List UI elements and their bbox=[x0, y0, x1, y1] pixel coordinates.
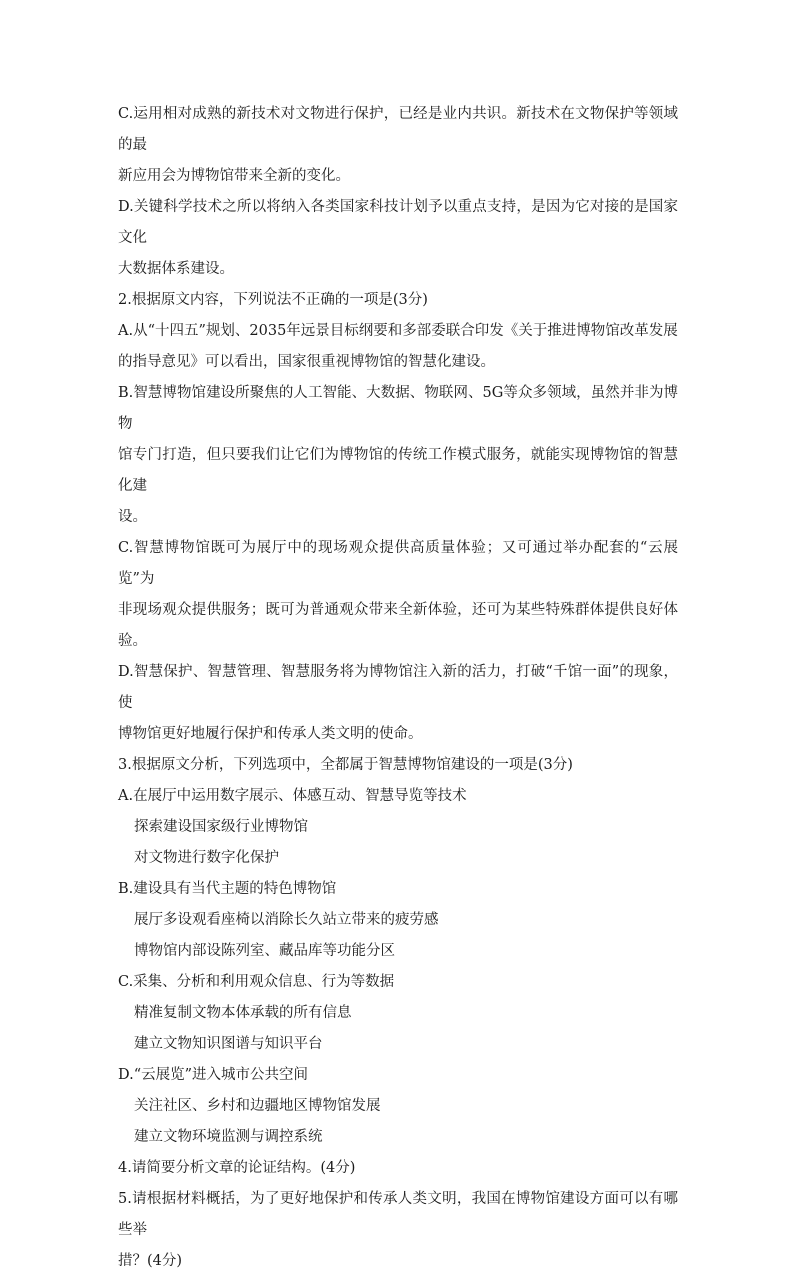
text-line: 馆专门打造，但只要我们让它们为博物馆的传统工作模式服务，就能实现博物馆的智慧化建 bbox=[118, 447, 678, 494]
text-line: 关注社区、乡村和边疆地区博物馆发展 bbox=[134, 1098, 381, 1114]
question-text bbox=[118, 99, 678, 1277]
text-line: 大数据体系建设。 bbox=[118, 261, 234, 277]
text-line: B.建设具有当代主题的特色博物馆 bbox=[118, 881, 337, 897]
text-line: 探索建设国家级行业博物馆 bbox=[134, 819, 308, 835]
text-line: B.智慧博物馆建设所聚焦的人工智能、大数据、物联网、5G等众多领域，虽然并非为博物 bbox=[118, 385, 678, 432]
text-line: C.采集、分析和利用观众信息、行为等数据 bbox=[118, 974, 395, 990]
text-line: 博物馆内部设陈列室、藏品库等功能分区 bbox=[134, 943, 395, 959]
text-line: 2.根据原文内容，下列说法不正确的一项是(3分) bbox=[118, 292, 428, 308]
text-line: 展厅多设观看座椅以消除长久站立带来的疲劳感 bbox=[134, 912, 439, 928]
text-line: 的指导意见》可以看出，国家很重视博物馆的智慧化建设。 bbox=[118, 354, 495, 370]
text-line: 非现场观众提供服务；既可为普通观众带来全新体验，还可为某些特殊群体提供良好体验。 bbox=[118, 602, 678, 649]
text-line: 建立文物知识图谱与知识平台 bbox=[134, 1036, 323, 1052]
text-line: 3.根据原文分析，下列选项中，全都属于智慧博物馆建设的一项是(3分) bbox=[118, 757, 573, 773]
text-line: 设。 bbox=[118, 509, 147, 525]
text-line: 新应用会为博物馆带来全新的变化。 bbox=[118, 168, 350, 184]
text-line: D.“云展览”进入城市公共空间 bbox=[118, 1067, 309, 1083]
text-line: C.智慧博物馆既可为展厅中的现场观众提供高质量体验；又可通过举办配套的“云展览”为 bbox=[118, 540, 678, 587]
text-line: 建立文物环境监测与调控系统 bbox=[134, 1129, 323, 1145]
text-line: 精准复制文物本体承载的所有信息 bbox=[134, 1005, 352, 1021]
text-line: A.从“十四五”规划、2035年远景目标纲要和多部委联合印发《关于推进博物馆改革发展 bbox=[118, 323, 678, 339]
text-line: A.在展厅中运用数字展示、体感互动、智慧导览等技术 bbox=[118, 788, 467, 804]
text-line: D.智慧保护、智慧管理、智慧服务将为博物馆注入新的活力，打破“千馆一面”的现象，使 bbox=[118, 664, 678, 711]
text-line: 对文物进行数字化保护 bbox=[134, 850, 279, 866]
text-line: 博物馆更好地履行保护和传承人类文明的使命。 bbox=[118, 726, 423, 742]
text-line: 措？(4分) bbox=[118, 1253, 183, 1269]
text-line: 4.请简要分析文章的论证结构。(4分) bbox=[118, 1160, 356, 1176]
text-line: D.关键科学技术之所以将纳入各类国家科技计划予以重点支持，是因为它对接的是国家文化 bbox=[118, 199, 678, 246]
text-line: 5.请根据材料概括，为了更好地保护和传承人类文明，我国在博物馆建设方面可以有哪些举 bbox=[118, 1191, 678, 1238]
text-line: C.运用相对成熟的新技术对文物进行保护，已经是业内共识。新技术在文物保护等领域的最 bbox=[118, 106, 678, 153]
